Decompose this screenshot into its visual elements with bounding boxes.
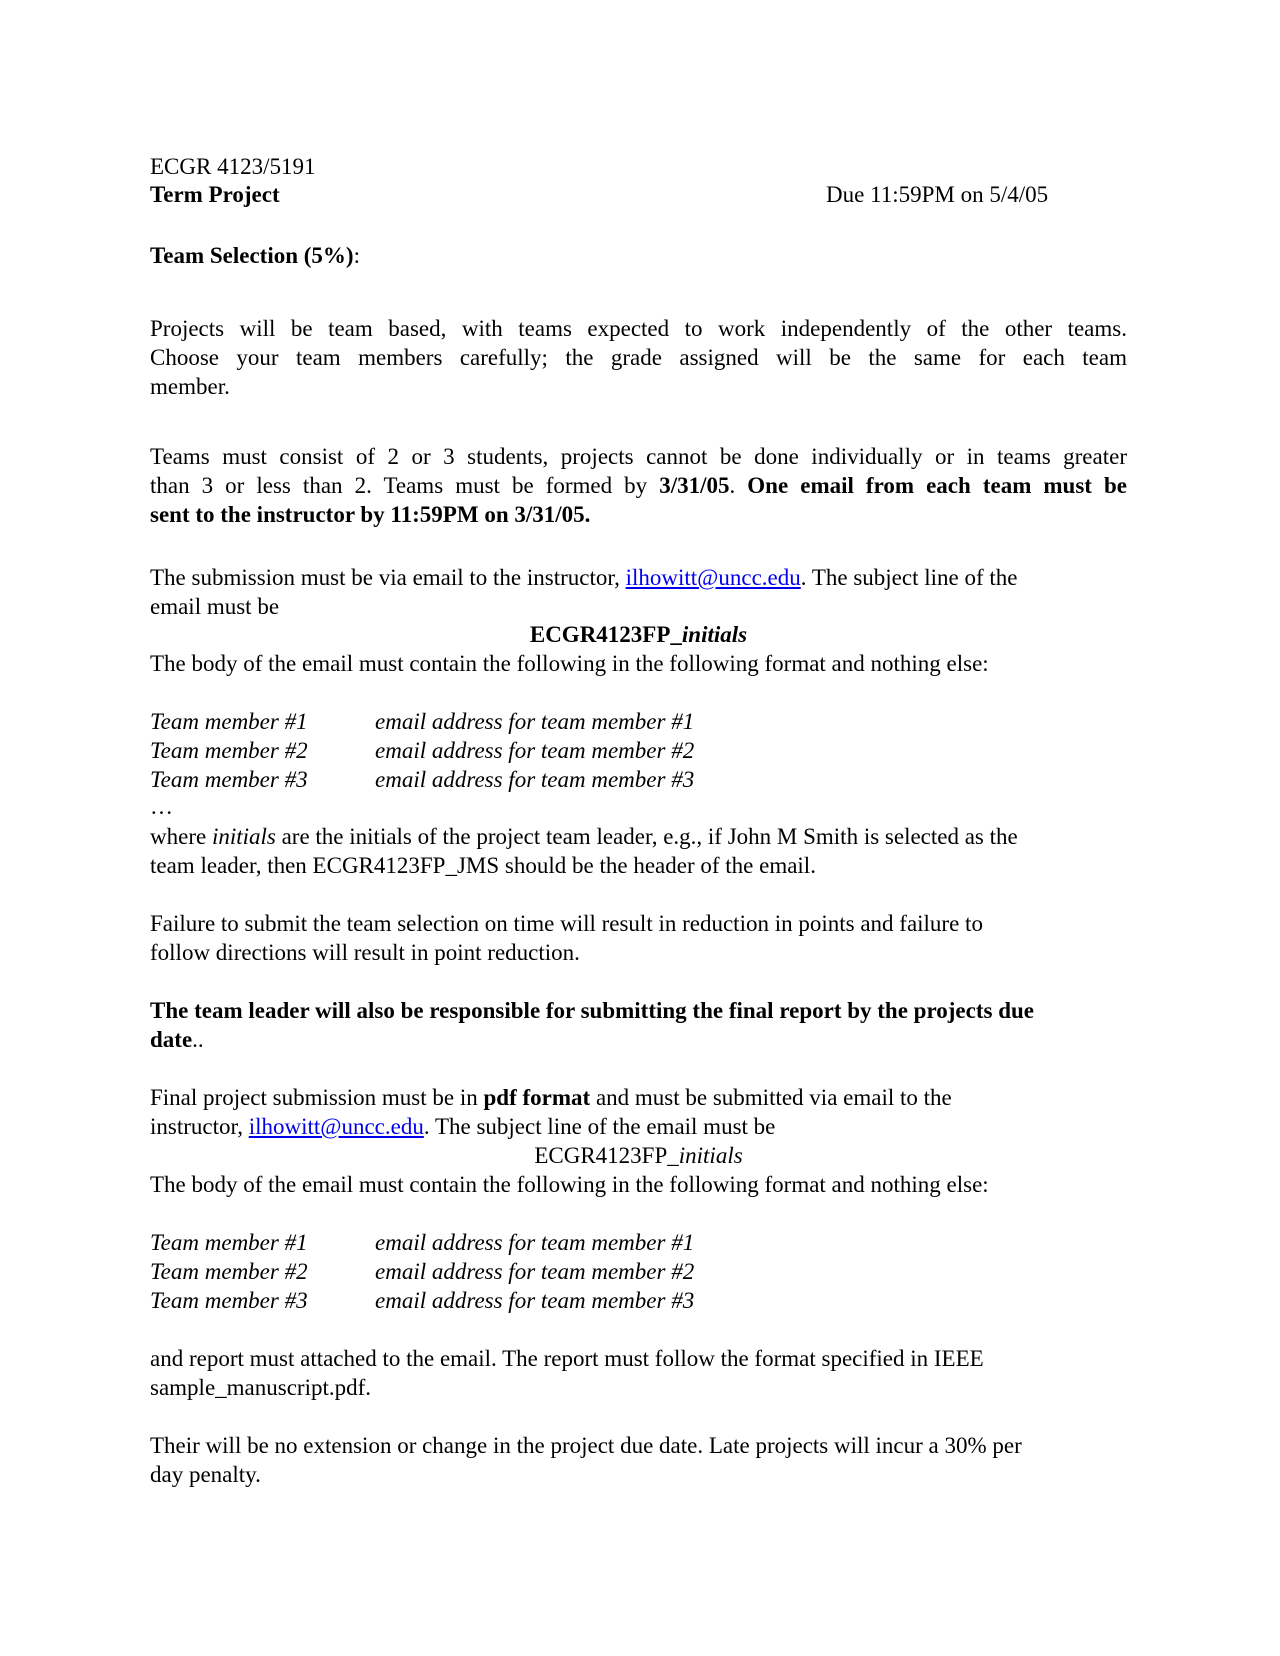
p7-line2: instructor, ilhowitt@uncc.edu. The subject line of the email must be <box>150 1114 776 1139</box>
p4-line1: where initials are the initials of the project team leader, e.g., if John M Smith is selected as the <box>150 824 1018 849</box>
team-member-row: Team member #1 email address for team member #1 <box>150 709 695 734</box>
p3-line2: email must be <box>150 594 280 619</box>
p1-line1: Projects will be team based, with teams expected to work independently of the other teams. <box>150 316 1127 341</box>
p2-line1: Teams must consist of 2 or 3 students, projects cannot be done individually or in teams greater <box>150 444 1127 469</box>
p4-line2: team leader, then ECGR4123FP_JMS should be the header of the email. <box>150 853 816 878</box>
course-code: ECGR 4123/5191 <box>150 154 316 179</box>
p5-line2: follow directions will result in point reduction. <box>150 940 580 965</box>
team-member-row: Team member #2 email address for team member #2 <box>150 1259 695 1284</box>
p1-line3: member. <box>150 374 230 399</box>
p3-line1: The submission must be via email to the instructor, ilhowitt@uncc.edu. The subject line of the <box>150 565 1018 590</box>
subject-line-2: ECGR4123FP_initials <box>534 1143 743 1168</box>
ellipsis: … <box>150 794 173 819</box>
team-member-row: Team member #1 email address for team member #1 <box>150 1230 695 1255</box>
p7-line1: Final project submission must be in pdf format and must be submitted via email to the <box>150 1085 952 1110</box>
p8-line1: and report must attached to the email. The report must follow the format specified in IEEE <box>150 1346 984 1371</box>
p3-line4: The body of the email must contain the following in the following format and nothing else: <box>150 651 989 676</box>
p6-line2: date.. <box>150 1027 204 1052</box>
p1-line2: Choose your team members carefully; the grade assigned will be the same for each team <box>150 345 1127 370</box>
instructor-email-link[interactable]: ilhowitt@uncc.edu <box>248 1114 424 1139</box>
p2-line3: sent to the instructor by 11:59PM on 3/31/05. <box>150 502 591 527</box>
section-heading: Team Selection (5%): <box>150 243 360 268</box>
team-member-row: Team member #2 email address for team member #2 <box>150 738 695 763</box>
team-member-row: Team member #3 email address for team member #3 <box>150 1288 695 1313</box>
instructor-email-link[interactable]: ilhowitt@uncc.edu <box>625 565 801 590</box>
subject-line-1: ECGR4123FP_initials <box>529 622 748 647</box>
due-date: Due 11:59PM on 5/4/05 <box>826 182 1049 207</box>
p6-line1: The team leader will also be responsible for submitting the final report by the projects due <box>150 998 1034 1023</box>
p9-line2: day penalty. <box>150 1462 261 1487</box>
p8-line2: sample_manuscript.pdf. <box>150 1375 372 1400</box>
p2-line2: than 3 or less than 2. Teams must be formed by 3/31/05. One email from each team must be <box>150 473 1127 498</box>
p5-line1: Failure to submit the team selection on time will result in reduction in points and failure to <box>150 911 983 936</box>
p7-line4: The body of the email must contain the following in the following format and nothing else: <box>150 1172 989 1197</box>
p9-line1: Their will be no extension or change in the project due date. Late projects will incur a 30% per <box>150 1433 1022 1458</box>
team-member-row: Team member #3 email address for team member #3 <box>150 767 695 792</box>
document-title: Term Project <box>150 182 280 207</box>
